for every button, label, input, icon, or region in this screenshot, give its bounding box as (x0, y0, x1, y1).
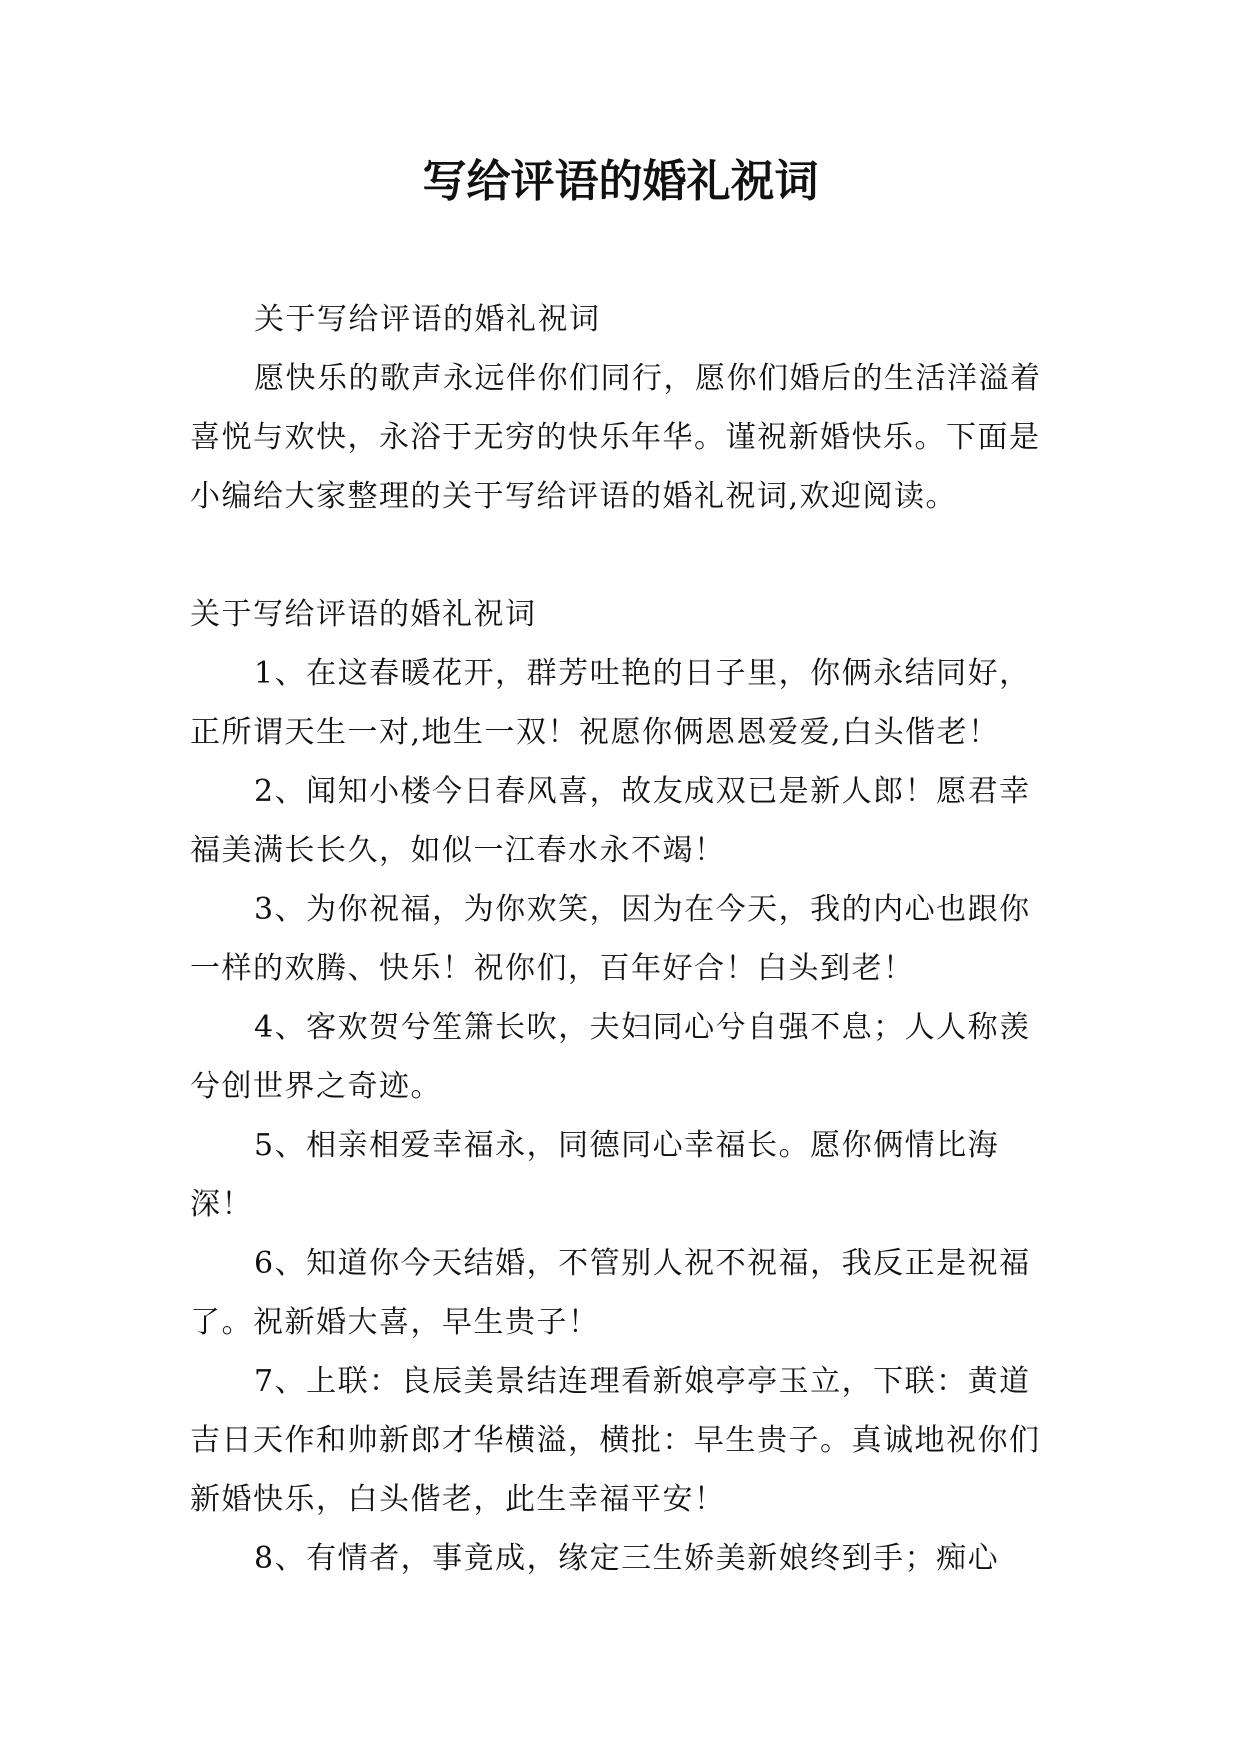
list-item: 4、客欢贺兮笙箫长吹，夫妇同心兮自强不息；人人称羡兮创世界之奇迹。 (190, 1010, 1031, 1104)
intro-heading: 关于写给评语的婚礼祝词 (254, 302, 601, 337)
list-item: 1、在这春暖花开，群芳吐艳的日子里，你俩永结同好，正所谓天生一对,地生一双！祝愿你俩恩恩爱爱,白头偕老！ (190, 656, 1031, 750)
document-body (190, 290, 1062, 1588)
intro-paragraph: 愿快乐的歌声永远伴你们同行，愿你们婚后的生活洋溢着喜悦与欢快，永浴于无穷的快乐年华。谨祝新婚快乐。下面是小编给大家整理的关于写给评语的婚礼祝词,欢迎阅读。 (190, 361, 1042, 514)
list-item: 6、知道你今天结婚，不管别人祝不祝福，我反正是祝福了。祝新婚大喜，早生贵子！ (190, 1246, 1031, 1340)
paragraph-gap (190, 526, 1062, 585)
list-item: 8、有情者，事竟成，缘定三生娇美新娘终到手；痴心 (254, 1541, 1000, 1576)
list-item: 7、上联：良辰美景结连理看新娘亭亭玉立，下联：黄道吉日天作和帅新郎才华横溢，横批：早生贵子。真诚地祝你们新婚快乐，白头偕老，此生幸福平安！ (190, 1364, 1041, 1517)
list-item: 3、为你祝福，为你欢笑，因为在今天，我的内心也跟你一样的欢腾、快乐！祝你们，百年好合！白头到老！ (190, 892, 1031, 986)
list-item: 2、闻知小楼今日春风喜，故友成双已是新人郎！愿君幸福美满长长久，如似一江春水永不竭！ (190, 774, 1031, 868)
list-item: 5、相亲相爱幸福永，同德同心幸福长。愿你俩情比海深！ (190, 1128, 1000, 1222)
document-title: 写给评语的婚礼祝词 (422, 156, 819, 207)
section-heading: 关于写给评语的婚礼祝词 (190, 597, 537, 632)
